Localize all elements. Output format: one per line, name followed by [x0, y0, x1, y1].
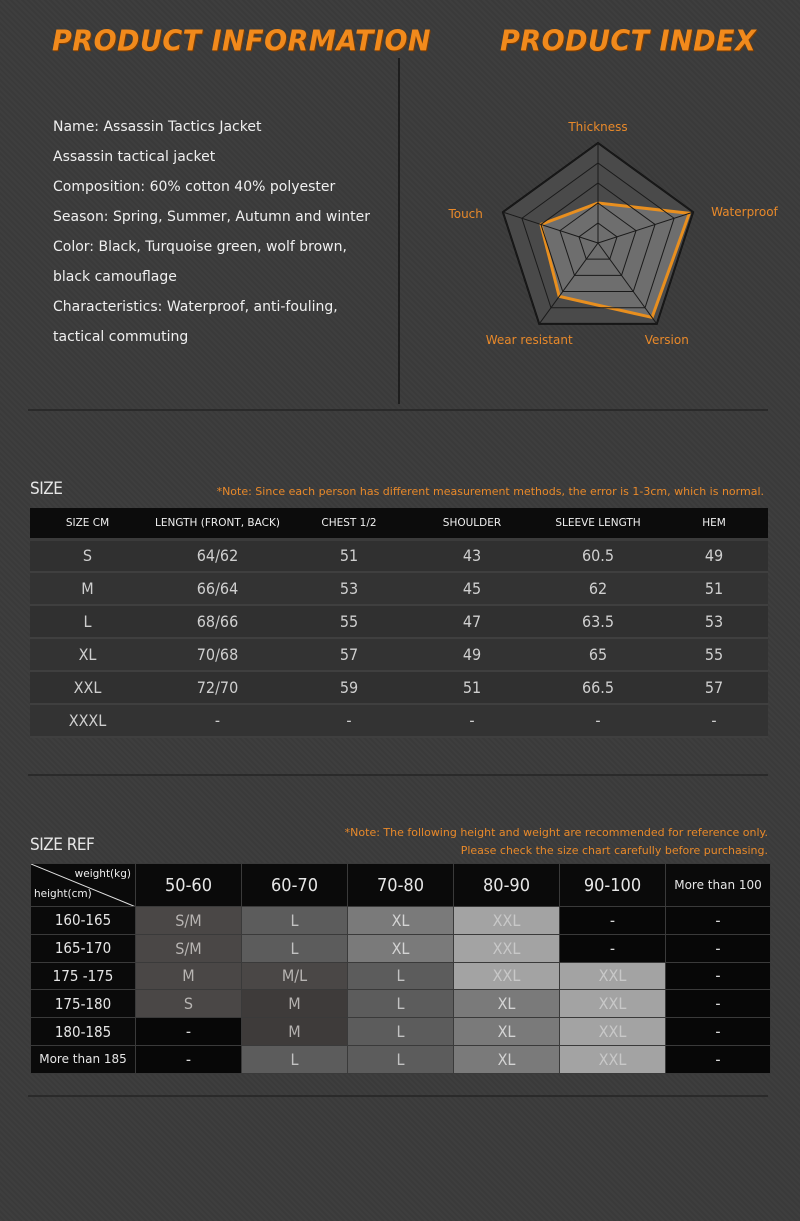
ref-size-cell: XXL [454, 907, 560, 935]
info-line: black camouflage [53, 269, 177, 285]
height-row-header: 175 -175 [31, 962, 136, 990]
corner-cell [31, 864, 136, 907]
ref-row [31, 934, 771, 962]
weight-col-header: 90-100 [560, 864, 666, 907]
info-line: Assassin tactical jacket [53, 149, 216, 165]
col-header: SLEEVE LENGTH [536, 508, 660, 539]
ref-row [31, 962, 771, 990]
ref-size-cell: XL [348, 907, 454, 935]
ref-size-cell: XXL [454, 962, 560, 990]
ref-row [31, 907, 771, 935]
weight-col-header: 70-80 [348, 864, 454, 907]
size-value-cell: 49 [408, 638, 536, 671]
ref-size-cell: S/M [136, 907, 242, 935]
ref-row [31, 990, 771, 1018]
size-value-cell: 60.5 [536, 539, 660, 572]
size-row [30, 638, 768, 671]
col-header: SIZE CM [30, 508, 145, 539]
size-value-cell: 66/64 [145, 572, 290, 605]
ref-size-cell: - [666, 1045, 771, 1073]
size-value-cell: 49 [660, 539, 768, 572]
ref-size-cell: L [348, 1018, 454, 1046]
ref-size-cell: S [136, 990, 242, 1018]
size-label-cell: XXXL [30, 704, 145, 737]
size-value-cell: 59 [290, 671, 408, 704]
size-value-cell: 57 [660, 671, 768, 704]
ref-size-cell: - [666, 990, 771, 1018]
ref-size-cell: XL [454, 1045, 560, 1073]
weight-col-header: 60-70 [242, 864, 348, 907]
ref-row [31, 1018, 771, 1046]
size-label-cell: L [30, 605, 145, 638]
ref-header-row [31, 864, 771, 907]
info-line: tactical commuting [53, 329, 189, 345]
ref-size-cell: L [348, 962, 454, 990]
ref-size-cell: S/M [136, 934, 242, 962]
product-index-heading: PRODUCT INDEX [500, 25, 757, 58]
radar-axis-label: Touch [448, 207, 483, 222]
ref-size-cell: L [242, 907, 348, 935]
size-value-cell: - [536, 704, 660, 737]
size-value-cell: 63.5 [536, 605, 660, 638]
size-value-cell: 70/68 [145, 638, 290, 671]
ref-size-cell: L [242, 1045, 348, 1073]
height-label: height(cm) [34, 888, 92, 900]
ref-size-cell: XXL [560, 962, 666, 990]
size-value-cell: - [408, 704, 536, 737]
size-title: SIZE [30, 479, 63, 499]
col-header: CHEST 1/2 [290, 508, 408, 539]
size-value-cell: 53 [660, 605, 768, 638]
col-header: HEM [660, 508, 768, 539]
ref-size-cell: - [666, 962, 771, 990]
size-row [30, 704, 768, 737]
section-divider [28, 409, 768, 411]
info-line: Composition: 60% cotton 40% polyester [53, 179, 336, 195]
vertical-divider [398, 58, 400, 404]
size-value-cell: 55 [660, 638, 768, 671]
height-row-header: 180-185 [31, 1018, 136, 1046]
size-label-cell: M [30, 572, 145, 605]
size-note: *Note: Since each person has different measurement methods, the error is 1-3cm, which is normal. [216, 485, 764, 498]
ref-size-cell: - [666, 1018, 771, 1046]
info-line: Season: Spring, Summer, Autumn and winter [53, 209, 370, 225]
col-header: SHOULDER [408, 508, 536, 539]
size-value-cell: 66.5 [536, 671, 660, 704]
weight-label: weight(kg) [74, 868, 131, 880]
weight-col-header: 50-60 [136, 864, 242, 907]
size-row [30, 572, 768, 605]
info-line: Color: Black, Turquoise green, wolf brown, [53, 239, 347, 255]
size-value-cell: 51 [290, 539, 408, 572]
size-value-cell: 72/70 [145, 671, 290, 704]
size-value-cell: 43 [408, 539, 536, 572]
size-value-cell: 68/66 [145, 605, 290, 638]
size-value-cell: 65 [536, 638, 660, 671]
ref-row [31, 1045, 771, 1073]
height-row-header: 160-165 [31, 907, 136, 935]
ref-size-cell: XXL [560, 1018, 666, 1046]
size-value-cell: 45 [408, 572, 536, 605]
radar-axis-label: Wear resistant [485, 332, 573, 347]
ref-size-cell: M/L [242, 962, 348, 990]
size-value-cell: 57 [290, 638, 408, 671]
weight-col-header: 80-90 [454, 864, 560, 907]
ref-size-cell: - [666, 934, 771, 962]
size-value-cell: 51 [660, 572, 768, 605]
height-row-header: More than 185 [31, 1045, 136, 1073]
col-header: LENGTH (FRONT, BACK) [145, 508, 290, 539]
ref-size-cell: M [136, 962, 242, 990]
ref-size-cell: - [560, 934, 666, 962]
size-value-cell: 62 [536, 572, 660, 605]
size-value-cell: 51 [408, 671, 536, 704]
section-divider [28, 1095, 768, 1097]
info-line: Name: Assassin Tactics Jacket [53, 119, 262, 135]
section-divider [28, 774, 768, 776]
size-ref-note-1: *Note: The following height and weight are recommended for reference only. [344, 826, 768, 839]
size-value-cell: - [660, 704, 768, 737]
radar-axis-label: Thickness [568, 120, 628, 134]
size-ref-note-2: Please check the size chart carefully before purchasing. [460, 844, 768, 857]
radar-axis-label: Version [644, 332, 689, 347]
ref-size-cell: XL [348, 934, 454, 962]
size-value-cell: 55 [290, 605, 408, 638]
size-label-cell: XL [30, 638, 145, 671]
ref-size-cell: L [348, 1045, 454, 1073]
size-label-cell: S [30, 539, 145, 572]
ref-size-cell: M [242, 990, 348, 1018]
size-row [30, 671, 768, 704]
ref-size-cell: - [560, 907, 666, 935]
size-ref-title: SIZE REF [30, 835, 95, 855]
ref-size-cell: L [242, 934, 348, 962]
product-info-list [53, 112, 370, 352]
weight-col-header: More than 100 [666, 864, 771, 907]
ref-size-cell: - [136, 1018, 242, 1046]
ref-size-cell: XL [454, 990, 560, 1018]
ref-size-cell: M [242, 1018, 348, 1046]
info-line: Characteristics: Waterproof, anti-fouling, [53, 299, 338, 315]
size-value-cell: 53 [290, 572, 408, 605]
ref-size-cell: XXL [560, 1045, 666, 1073]
size-table [30, 508, 768, 738]
ref-size-cell: XL [454, 1018, 560, 1046]
size-label-cell: XXL [30, 671, 145, 704]
size-value-cell: 47 [408, 605, 536, 638]
size-value-cell: - [145, 704, 290, 737]
size-table-header [30, 508, 768, 539]
ref-size-cell: XXL [560, 990, 666, 1018]
size-value-cell: 64/62 [145, 539, 290, 572]
size-row [30, 605, 768, 638]
product-information-heading: PRODUCT INFORMATION [52, 25, 432, 58]
ref-size-cell: - [136, 1045, 242, 1073]
height-row-header: 165-170 [31, 934, 136, 962]
ref-size-cell: XXL [454, 934, 560, 962]
radar-axis-label: Waterproof [711, 205, 778, 220]
size-value-cell: - [290, 704, 408, 737]
product-index-radar-chart [430, 115, 780, 375]
size-row [30, 539, 768, 572]
ref-size-cell: - [666, 907, 771, 935]
height-row-header: 175-180 [31, 990, 136, 1018]
ref-size-cell: L [348, 990, 454, 1018]
size-reference-table [30, 863, 771, 1074]
